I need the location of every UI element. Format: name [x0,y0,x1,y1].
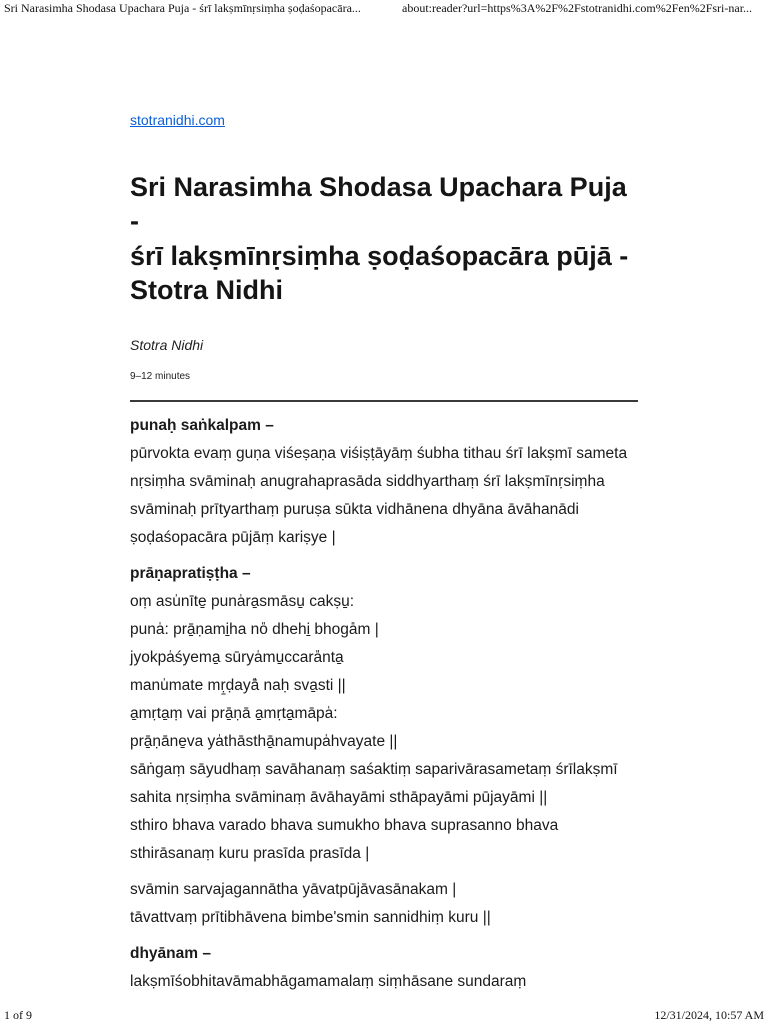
section-heading: dhyānam – [130,945,211,963]
verse-line: a̱mṛta̱ṃ vai prā̱ṇā a̱mṛta̱māpa̍: [130,705,338,723]
article-title-line: Stotra Nidhi [130,274,283,305]
verse-line: svāmin sarvajagannātha yāvatpūjāvasānakam | [130,881,457,899]
section-heading: punaḥ saṅkalpam – [130,417,274,435]
verse-line: prā̱ṇāne̱va ya̍thāsthā̱namupa̍hvayate || [130,733,398,751]
reader-view [130,112,640,1004]
print-header [0,0,768,18]
verse-line: svāminaḥ prītyarthaṃ puruṣa sūkta vidhānena dhyāna āvāhanādi [130,501,579,519]
section-heading: prāṇapratiṣṭha – [130,565,251,583]
verse-line: nṛsiṃha svāminaḥ anugrahaprasāda siddhyarthaṃ śrī lakṣmīnṛsiṃha [130,473,605,491]
content-section [130,940,640,996]
verse-line: tāvattvaṃ prītibhāvena bimbe'smin sannidhiṃ kuru || [130,909,491,927]
content-section [130,560,640,932]
verse-paragraph [130,968,640,996]
article-content [130,412,640,996]
page-counter: 1 of 9 [4,1008,32,1022]
verse-paragraph [130,440,640,552]
verse-line: sāṅgaṃ sāyudhaṃ savāhanaṃ saśaktiṃ saparivārasametaṃ śrīlakṣmī [130,761,618,779]
verse-paragraph [130,588,640,868]
print-datetime: 12/31/2024, 10:57 AM [654,1008,764,1022]
verse-line: manu̍mate mṛ̱ḍayā̎ naḥ sva̱sti || [130,677,346,695]
header-divider [130,400,638,402]
article-title [130,170,640,307]
verse-line: pūrvokta evaṃ guṇa viśeṣaṇa viśiṣṭāyāṃ śubha tithau śrī lakṣmī sameta [130,445,628,463]
verse-line: lakṣmīśobhitavāmabhāgamamalaṃ siṃhāsane sundaraṃ [130,973,527,991]
article-title-line: Sri Narasimha Shodasa Upachara Puja - [130,172,627,237]
verse-line: sahita nṛsiṃha svāminaṃ āvāhayāmi sthāpayāmi pūjayāmi || [130,789,548,807]
verse-line: ṣoḍaśopacāra pūjāṃ kariṣye | [130,529,336,547]
verse-line: oṃ asu̍nīte̱ puna̍ra̱smāsu̱ cakṣu̱: [130,593,355,611]
reading-time: 9–12 minutes [130,371,191,383]
site-link[interactable]: stotranidhi.com [130,112,225,128]
verse-paragraph [130,876,640,932]
article-author: Stotra Nidhi [130,337,204,354]
print-header-url: about:reader?url=https%3A%2F%2Fstotranidhi.com%2Fen%2Fsri-nar... [402,1,753,15]
verse-line: sthiro bhava varado bhava sumukho bhava suprasanno bhava [130,817,559,835]
print-header-title: Sri Narasimha Shodasa Upachara Puja - śrī lakṣmīnṛsiṃha ṣoḍaśopacāra... [4,1,361,15]
verse-line: sthirāsanaṃ kuru prasīda prasīda | [130,845,370,863]
article-title-line: śrī lakṣmīnṛsiṃha ṣoḍaśopacāra pūjā - [130,240,629,271]
verse-line: puna̍: prā̱ṇami̱ha no̎ dhehi̱ bhoga̎m | [130,621,379,639]
content-section [130,412,640,552]
print-footer [0,1008,768,1026]
verse-line: jyokpa̍śyema̱ sūrya̍mu̱ccara̎nta̱ [130,649,344,667]
